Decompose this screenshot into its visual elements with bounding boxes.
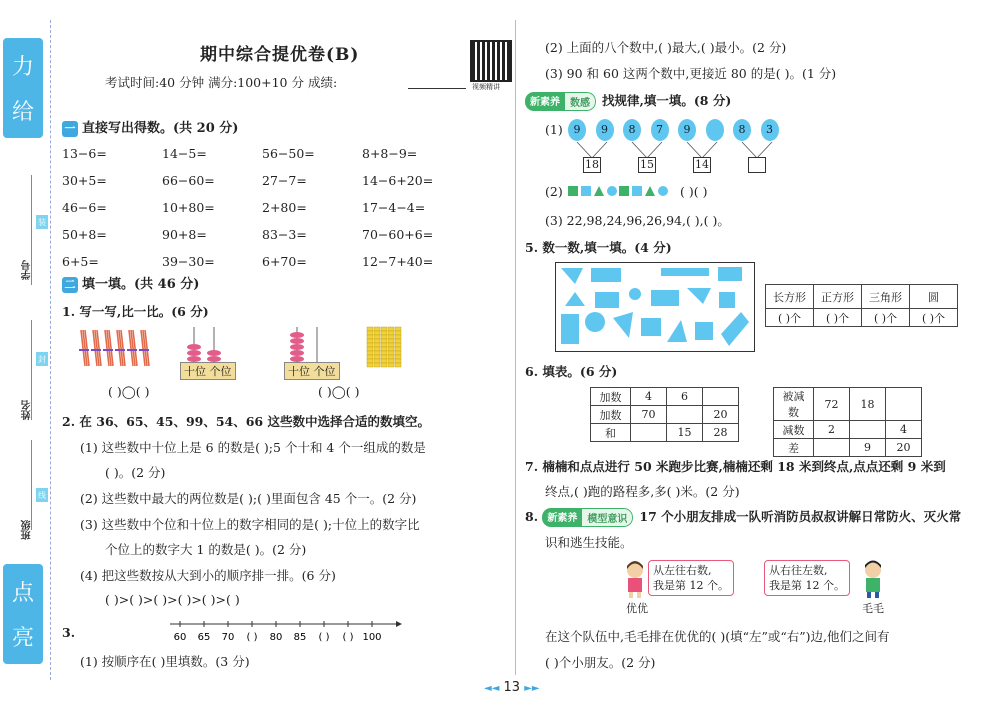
subtraction-table-cell: 4 [886, 421, 922, 439]
balloon [706, 119, 724, 141]
q8d: ( )个小朋友。(2 分) [545, 655, 656, 670]
calc-item: 6+5= [62, 254, 99, 269]
speech-bubble-right [764, 560, 850, 596]
shape-count-table [765, 284, 958, 327]
addition-table-cell: 加数 [591, 388, 631, 406]
subtraction-table-cell: 减数 [774, 421, 814, 439]
number-line-label: 100 [362, 632, 382, 643]
calc-item: 39−30= [162, 254, 215, 269]
side-seal: 装 [36, 215, 48, 229]
speech-bubble-left [648, 560, 734, 596]
shape-table-header [766, 285, 958, 309]
q1-text: 1. 写一写,比一比。(6 分) [62, 304, 209, 319]
side-tab-char: 亮 [11, 626, 34, 651]
number-line-label: 80 [269, 632, 283, 643]
speech-line: 从左往右数, [653, 564, 712, 577]
calc-item: 14−5= [162, 146, 207, 161]
q4-heading [525, 91, 731, 111]
answer-box: 14 [695, 158, 709, 171]
calc-item: 83−3= [262, 227, 307, 242]
q8c: 在这个队伍中,毛毛排在优优的( )(填“左”或“右”)边,他们之间有 [545, 629, 890, 644]
number-line-label: ( ) [318, 632, 330, 643]
side-label-name: 姓名 [22, 400, 33, 420]
balloon: 7 [651, 119, 669, 141]
side-seal: 封 [36, 352, 48, 366]
number-line [168, 618, 403, 648]
qr-caption: 视频精讲 [472, 83, 500, 91]
addition-table-cell: 28 [703, 424, 739, 442]
speech-line: 我是第 12 个。 [653, 579, 729, 592]
q2-4-blanks: ( )>( )>( )>( )>( )>( ) [105, 592, 240, 607]
q5-text: 5. 数一数,填一填。(4 分) [525, 240, 672, 255]
q2-3a: (3) 这些数中个位和十位上的数字相同的是( );十位上的数字比 [80, 517, 420, 532]
calc-item: 17−4−4= [362, 200, 426, 215]
subtraction-table-row [774, 439, 922, 457]
side-tab-char: 给 [11, 100, 34, 125]
q2-1b: ( )。(2 分) [105, 465, 166, 480]
shape-table-cell: ( )个 [814, 309, 862, 327]
subtraction-table-row [774, 388, 922, 421]
calc-item: 2+80= [262, 200, 307, 215]
q7b: 终点,( )跑的路程多,多( )米。(2 分) [545, 484, 740, 499]
compare-1: ( )◯( ) [108, 384, 150, 399]
speech-line: 我是第 12 个。 [769, 579, 845, 592]
q4-1-label: (1) [545, 122, 563, 137]
section-2-text: 填一填。(共 46 分) [82, 277, 200, 292]
addition-table [590, 387, 739, 442]
addition-table-cell [703, 388, 739, 406]
badge-part: 模型意识 [582, 508, 633, 527]
calc-item: 6+70= [262, 254, 307, 269]
section-1-heading [62, 117, 238, 137]
number-line-label: 85 [293, 632, 307, 643]
subtraction-table-cell: 2 [814, 421, 850, 439]
balloon: 9 [596, 119, 614, 141]
side-label-id: 学号 [22, 260, 33, 280]
q2-1a: (1) 这些数中十位上是 6 的数是( );5 个十和 4 个一组成的数是 [80, 440, 426, 455]
balloon: 8 [733, 119, 751, 141]
addition-table-cell: 加数 [591, 406, 631, 424]
badge-part: 新素养 [525, 92, 565, 111]
q6-text: 6. 填表。(6 分) [525, 364, 618, 379]
number-line-label: 60 [173, 632, 187, 643]
q8-number: 8. [525, 509, 539, 524]
q3-1: (1) 按顺序在( )里填数。(3 分) [80, 654, 250, 669]
r3-text: (3) 90 和 60 这两个数中,更接近 80 的是( )。(1 分) [545, 66, 837, 81]
q2-3b: 个位上的数字大 1 的数是( )。(2 分) [105, 542, 307, 557]
fold-line [50, 20, 51, 680]
balloon: 9 [678, 119, 696, 141]
addition-table-row [591, 406, 739, 424]
next-arrow-icon: ►► [524, 683, 540, 694]
calc-item: 56−50= [262, 146, 315, 161]
number-line-label: 65 [197, 632, 211, 643]
q4-text: 找规律,填一填。(8 分) [602, 93, 732, 108]
boy-icon [860, 560, 886, 598]
calc-item: 90+8= [162, 227, 207, 242]
qr-code-icon[interactable] [470, 40, 512, 82]
calc-item: 14−6+20= [362, 173, 434, 188]
answer-box [748, 157, 766, 173]
shape-sequence [568, 185, 678, 199]
number-line-label: ( ) [342, 632, 354, 643]
shape-table-head-cell: 圆 [910, 285, 958, 309]
shape-table-row [766, 309, 958, 327]
section-2-heading [62, 273, 199, 293]
page-number [484, 680, 540, 695]
q2-2: (2) 这些数中最大的两位数是( );( )里面包含 45 个一。(2 分) [80, 491, 417, 506]
number-line-label: 70 [221, 632, 235, 643]
calc-item: 10+80= [162, 200, 215, 215]
section-1-text: 直接写出得数。(共 20 分) [82, 121, 239, 136]
subtraction-table-cell: 72 [814, 388, 850, 421]
girl-icon [622, 560, 648, 598]
subtraction-table-row [774, 421, 922, 439]
balloon: 3 [761, 119, 779, 141]
q4-2-blanks: ( )( ) [680, 184, 708, 199]
side-label-class: 班级 [22, 520, 33, 540]
r2-text: (2) 上面的八个数中,( )最大,( )最小。(2 分) [545, 40, 787, 55]
shape-picture [555, 262, 755, 352]
addition-table-cell [667, 406, 703, 424]
section-badge: 二 [62, 277, 78, 293]
abacus-1 [187, 327, 221, 362]
q2-4: (4) 把这些数按从大到小的顺序排一排。(6 分) [80, 568, 336, 583]
subtraction-table-cell [886, 388, 922, 421]
addition-table-row [591, 424, 739, 442]
calc-item: 50+8= [62, 227, 107, 242]
calc-item: 12−7+40= [362, 254, 434, 269]
subtraction-table-cell [850, 421, 886, 439]
page-title: 期中综合提优卷(B) [200, 45, 360, 65]
side-tab-char: 力 [11, 55, 34, 80]
shape-table-head-cell: 长方形 [766, 285, 814, 309]
balloon: 8 [623, 119, 641, 141]
badge-part: 新素养 [542, 508, 582, 527]
compare-2: ( )◯( ) [318, 384, 360, 399]
stick-bundles [79, 330, 149, 366]
name-right: 毛毛 [862, 602, 884, 615]
addition-table-cell: 和 [591, 424, 631, 442]
prev-arrow-icon: ◄◄ [484, 683, 500, 694]
column-divider [515, 20, 516, 675]
abacus-2 [290, 327, 317, 362]
subtraction-table-cell [814, 439, 850, 457]
q7a: 7. 楠楠和点点进行 50 米跑步比赛,楠楠还剩 18 米到终点,点点还剩 9 米到 [525, 459, 946, 474]
exam-info: 考试时间:40 分钟 满分:100+10 分 成绩: [105, 75, 338, 90]
side-tab-bottom [3, 564, 43, 664]
subtraction-table [773, 387, 922, 457]
subtraction-table-cell: 20 [886, 439, 922, 457]
addition-table-cell: 15 [667, 424, 703, 442]
addition-table-row [591, 388, 739, 406]
shape-table-head-cell: 三角形 [862, 285, 910, 309]
section-badge: 一 [62, 121, 78, 137]
shape-table-head-cell: 正方形 [814, 285, 862, 309]
subtraction-table-cell: 差 [774, 439, 814, 457]
side-tab-top [3, 38, 43, 138]
subtraction-table-cell: 18 [850, 388, 886, 421]
side-tab-char: 点 [11, 581, 34, 606]
q2-text: 2. 在 36、65、45、99、54、66 这些数中选择合适的数填空。 [62, 414, 430, 429]
addition-table-cell: 4 [631, 388, 667, 406]
new-literacy-badge [542, 508, 633, 527]
subtraction-table-cell: 9 [850, 439, 886, 457]
answer-box: 15 [640, 158, 654, 171]
score-blank [408, 88, 466, 89]
q8-heading [525, 507, 961, 527]
calc-item: 46−6= [62, 200, 107, 215]
side-line [31, 440, 32, 530]
speech-line: 从右往左数, [769, 564, 828, 577]
answer-box: 18 [585, 158, 599, 171]
cube-columns [367, 327, 401, 367]
new-literacy-badge [525, 92, 596, 111]
q3-label: 3. [62, 625, 76, 640]
addition-table-cell [631, 424, 667, 442]
balloon: 9 [568, 119, 586, 141]
addition-table-cell: 6 [667, 388, 703, 406]
badge-part: 数感 [565, 92, 596, 111]
calc-item: 70−60+6= [362, 227, 434, 242]
q4-3: (3) 22,98,24,96,26,94,( ),( )。 [545, 213, 730, 228]
name-left: 优优 [626, 602, 648, 615]
shape-table-cell: ( )个 [766, 309, 814, 327]
q4-2-label: (2) [545, 184, 563, 199]
shape-table-cell: ( )个 [862, 309, 910, 327]
addition-table-cell: 70 [631, 406, 667, 424]
side-seal: 线 [36, 488, 48, 502]
addition-table-cell: 20 [703, 406, 739, 424]
abacus-label-1: 十位 个位 [180, 362, 236, 380]
subtraction-table-cell: 被减数 [774, 388, 814, 421]
calc-item: 8+8−9= [362, 146, 418, 161]
number-line-label: ( ) [246, 632, 258, 643]
q8-text: 17 个小朋友排成一队听消防员叔叔讲解日常防火、灭火常 [639, 509, 962, 524]
shape-table-cell: ( )个 [910, 309, 958, 327]
calc-item: 27−7= [262, 173, 307, 188]
calc-item: 30+5= [62, 173, 107, 188]
calc-item: 13−6= [62, 146, 107, 161]
calc-item: 66−60= [162, 173, 215, 188]
q1-pictures [75, 322, 415, 382]
abacus-label-2: 十位 个位 [284, 362, 340, 380]
page-number-text: 13 [503, 680, 521, 695]
q8b: 识和逃生技能。 [545, 535, 633, 550]
